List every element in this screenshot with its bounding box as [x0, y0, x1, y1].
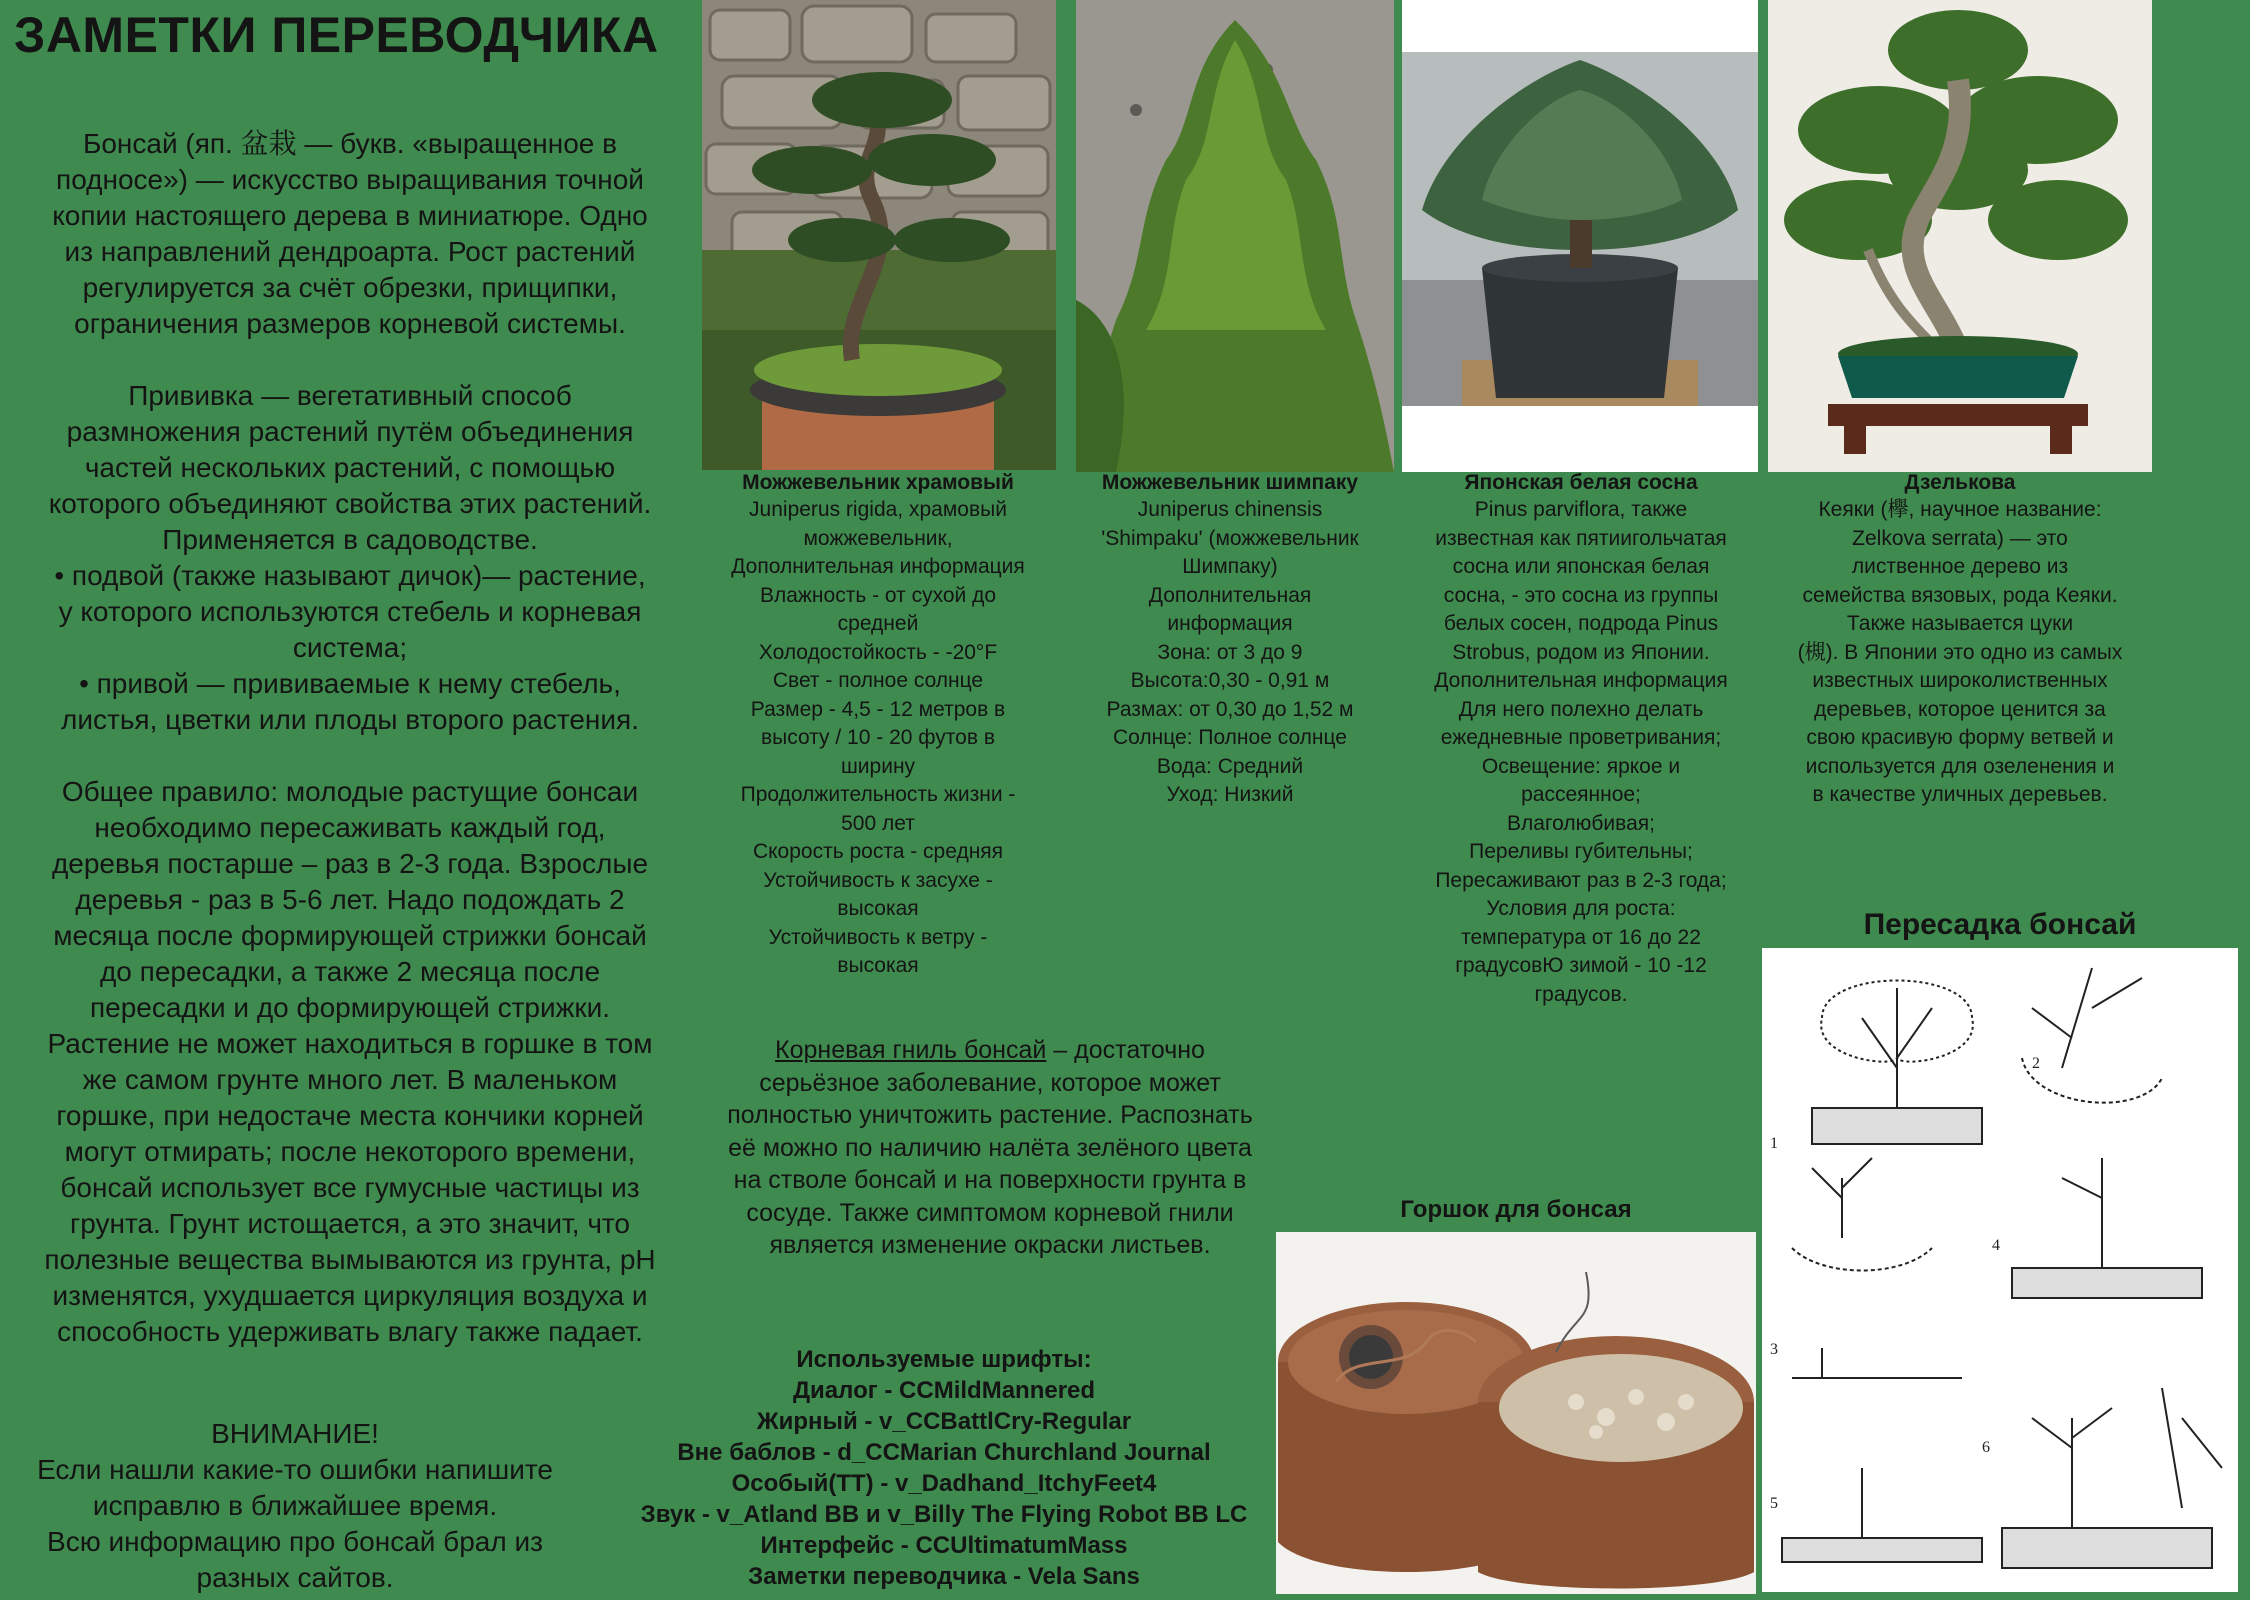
- step-label: 4: [1992, 1237, 2000, 1254]
- font-line: Интерфейс - CCUltimatumMass: [760, 1532, 1128, 1559]
- pot-section-title: Горшок для бонсая: [1400, 1196, 1632, 1223]
- font-line: Вне баблов - d_CCMarian Churchland Journal: [677, 1439, 1211, 1466]
- step-label: 3: [1770, 1341, 1778, 1358]
- font-line: Диалог - CCMildMannered: [792, 1377, 1096, 1404]
- root-rot-text: – достаточно серьёзное заболевание, которое может полностью уничтожить растение. Распознать её можно по наличию налёта зелёного цвета на стволе бонсай и на поверхности грунта в сосуде. Также симптомом корневой гнили является изменение окраски листьев.: [727, 1036, 1253, 1259]
- bonsai-definition-text: Бонсай (яп. 盆栽 — букв. «выращенное в подносе») — искусство выращивания точной копии настоящего дерева в миниатюре. Одно из направлений дендроарта. Рост растений регулируется за счёт обрезки, прищипки, ограничения размеров корневой системы.: [52, 128, 648, 339]
- tree-name-temple-juniper: Можжевельник храмовый: [742, 471, 1014, 494]
- step-label: 5: [1770, 1495, 1778, 1512]
- tree-name-white-pine: Японская белая сосна: [1464, 471, 1698, 494]
- transplant-rules: [0, 774, 700, 1350]
- warning-note: [0, 1416, 590, 1596]
- tree-info-zelkova: Кеяки (欅, научное название: Zelkova serrata) — это лиственное дерево из семейства вязовых, рода Кеяки. Также называется цуки (槻). В Японии это одно из самых известных широколиственных деревьев, которое ценится за свою красивую форму ветвей и используется для озеленения и в качестве уличных деревьев.: [1797, 498, 2123, 806]
- tree-name-zelkova: Дзелькова: [1904, 471, 2016, 494]
- root-rot-term: Корневая гниль бонсай: [775, 1036, 1047, 1064]
- grafting-definition: [0, 378, 700, 738]
- font-line: Звук - v_Atland BB и v_Billy The Flying Robot BB LC: [640, 1501, 1248, 1528]
- step-label: 6: [1982, 1439, 1990, 1456]
- zelkova-photo: [1768, 0, 2152, 472]
- bonsai-definition: [0, 126, 700, 342]
- tree-info-temple-juniper: Juniperus rigida, храмовый можжевельник, Дополнительная информация Влажность - от сухой до средней Холодостойкость - -20°F Свет - полное солнце Размер - 4,5 - 12 метров в высоту / 10 - 20 футов в ширину Продолжительность жизни - 500 лет Скорость роста - средняя Устойчивость к засухе - высокая Устойчивость к ветру - высокая: [731, 498, 1025, 977]
- transplant-diagram: [1762, 948, 2238, 1592]
- font-line: Особый(ТТ) - v_Dadhand_ItchyFeet4: [731, 1470, 1157, 1497]
- temple-juniper-photo: [702, 0, 1056, 470]
- tree-name-shimpaku: Можжевельник шимпаку: [1101, 471, 1359, 494]
- grafting-definition-text: Прививка — вегетативный способ размножения растений путём объединения частей нескольких растений, с помощью которого объединяют свойства этих растений. Применяется в садоводстве. • подвой (также называют дичок)— растение, у которого используются стебель и корневая система; • привой — прививаемые к нему стебель, листья, цветки или плоды второго растения.: [48, 380, 652, 735]
- page-title: ЗАМЕТКИ ПЕРЕВОДЧИКА: [14, 7, 659, 63]
- shimpaku-juniper-photo: [1076, 0, 1394, 472]
- root-rot-note: [712, 1034, 1268, 1262]
- transplant-rules-text: Общее правило: молодые растущие бонсаи необходимо пересаживать каждый год, деревья постарше – раз в 2-3 года. Взрослые деревья - раз в 5-6 лет. Надо подождать 2 месяца после формирующей стрижки бонсай до пересадки, а также 2 месяца после пересадки и до формирующей стрижки. Растение не может находиться в горшке в том же самом грунте много лет. В маленьком горшке, при недостаче места кончики корней могут отмирать; после некоторого времени, бонсай использует все гумусные частицы из грунта. Грунт истощается, а это значит, что полезные вещества вымываются из грунта, pH изменятся, ухудшается циркуляция воздуха и способность удерживать влагу также падает.: [44, 776, 656, 1347]
- font-line: Жирный - v_CCBattlCry-Regular: [756, 1408, 1132, 1435]
- tree-info-shimpaku: Juniperus chinensis 'Shimpaku' (можжевельник Шимпаку) Дополнительная информация Зона: от 3 до 9 Высота:0,30 - 0,91 м Размах: от 0,30 до 1,52 м Солнце: Полное солнце Вода: Средний Уход: Низкий: [1101, 498, 1359, 806]
- japanese-white-pine-photo: [1402, 0, 1758, 472]
- font-line: Заметки переводчика - Vela Sans: [748, 1563, 1140, 1590]
- step-label: 1: [1770, 1135, 1778, 1152]
- transplant-section-title: Пересадка бонсай: [1863, 908, 2137, 941]
- bonsai-pot-photo: [1276, 1232, 1756, 1594]
- tree-info-white-pine: Pinus parviflora, также известная как пятиигольчатая сосна или японская белая сосна, - это сосна из группы белых сосен, подрода Pinus Strobus, родом из Японии. Дополнительная информация Для него полехно делать ежедневные проветривания; Освещение: яркое и рассеянное; Влаголюбивая; Переливы губительны; Пересаживают раз в 2-3 года; Условия для роста: температура от 16 до 22 градусовЮ зимой - 10 -12 градусов.: [1434, 498, 1728, 1006]
- warning-note-text: ВНИМАНИЕ! Если нашли какие-то ошибки напишите исправлю в ближайшее время. Всю информацию про бонсай брал из разных сайтов.: [37, 1418, 553, 1593]
- step-label: 2: [2032, 1055, 2040, 1072]
- fonts-used-list: [612, 1344, 1276, 1592]
- fonts-used-title: Используемые шрифты:: [796, 1346, 1092, 1373]
